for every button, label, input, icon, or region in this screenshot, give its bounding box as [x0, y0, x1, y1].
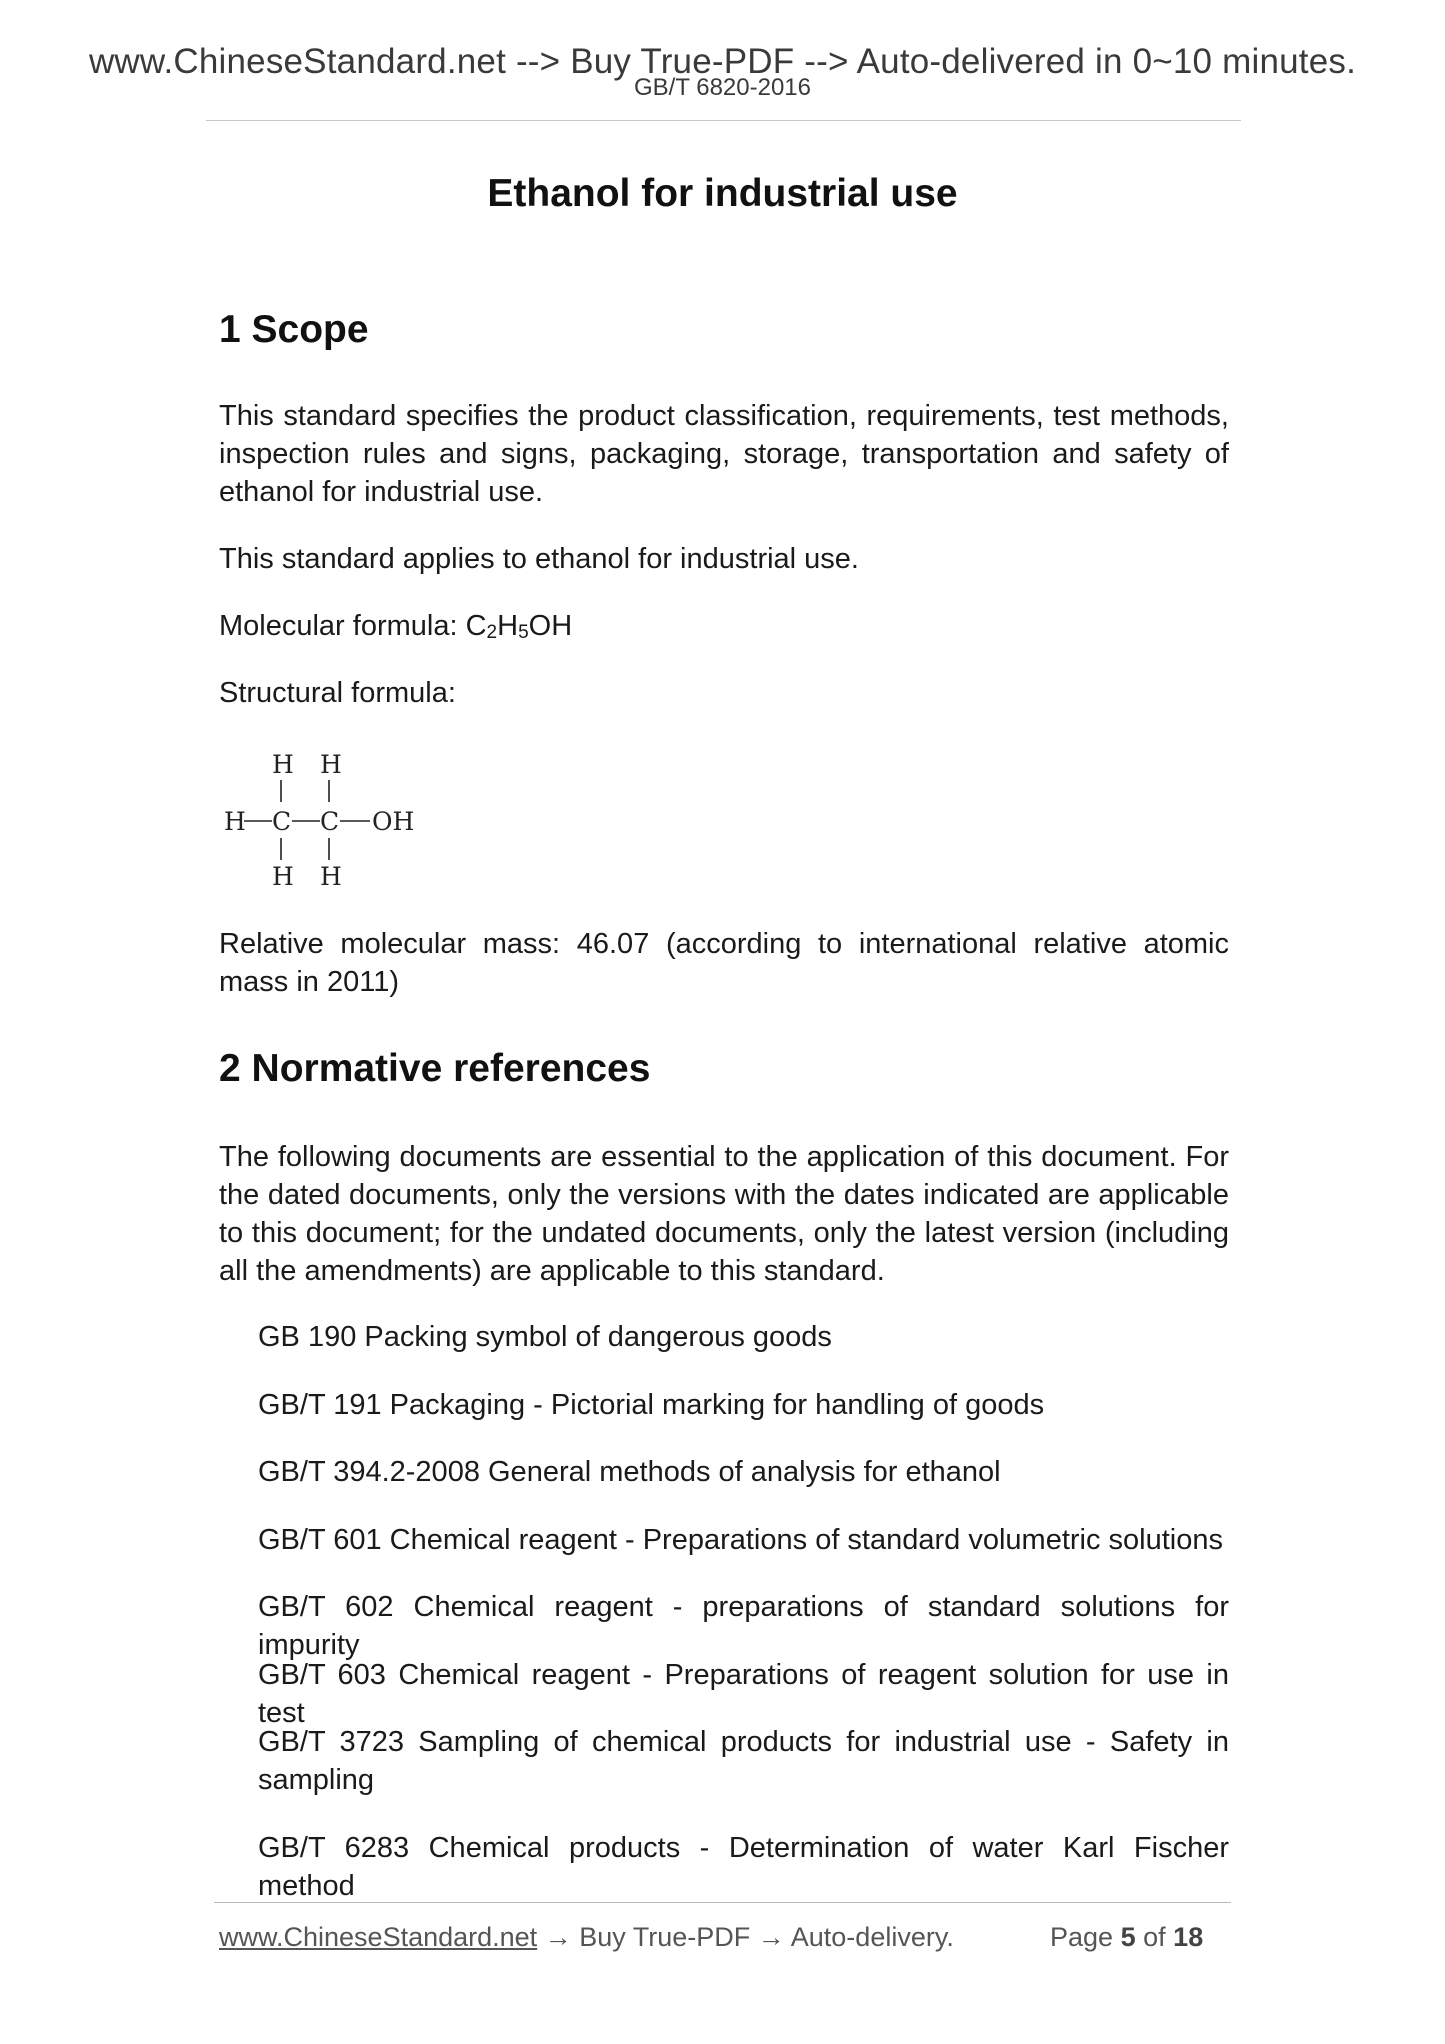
atom-c-2: C — [320, 807, 340, 836]
document-code: GB/T 6820-2016 — [633, 74, 811, 101]
reference-item: GB 190 Packing symbol of dangerous goods — [258, 1321, 832, 1353]
formula-c: C — [465, 610, 487, 642]
footer-promo — [219, 1922, 954, 1953]
reference-item: GB/T 603 Chemical reagent - Preparations of reagent solution for use in test — [258, 1659, 1229, 1729]
formula-c-subscript: 2 — [486, 622, 498, 643]
page-word: Page — [1050, 1922, 1114, 1952]
formula-h: H — [497, 610, 519, 642]
normative-intro-paragraph: The following documents are essential to the application of this document. For the dated documents, only the versions with the dates indicated are applicable to this document; for the undated documents, only the latest version (including all the amendments) are applicable to this standard. — [219, 1141, 1229, 1287]
footer-divider — [214, 1902, 1231, 1903]
atom-h-top-2: H — [320, 750, 342, 779]
footer-website-link[interactable]: www.ChineseStandard.net — [219, 1922, 538, 1952]
reference-item: GB/T 601 Chemical reagent - Preparations of standard volumetric solutions — [258, 1524, 1224, 1556]
structural-formula-label: Structural formula: — [219, 677, 456, 709]
atom-h-top-1: H — [272, 750, 294, 779]
section-1-heading: 1 Scope — [219, 308, 369, 351]
scope-paragraph-2: This standard applies to ethanol for industrial use. — [219, 543, 859, 575]
structural-formula-diagram — [220, 740, 420, 890]
arrow-icon: → — [537, 1922, 580, 1952]
formula-oh: OH — [528, 610, 573, 642]
arrow-icon: → — [750, 1922, 791, 1952]
footer-buy-text: Buy True-PDF — [579, 1922, 751, 1952]
molecular-formula — [219, 607, 1229, 645]
atom-h-bottom-2: H — [320, 862, 342, 890]
molecular-formula-label: Molecular formula: — [219, 610, 466, 642]
total-pages-number: 18 — [1173, 1922, 1204, 1952]
relative-molecular-mass: Relative molecular mass: 46.07 (according to international relative atomic mass in 2011) — [219, 928, 1229, 998]
reference-item: GB/T 3723 Sampling of chemical products for industrial use - Safety in sampling — [258, 1726, 1229, 1796]
section-2-heading: 2 Normative references — [219, 1047, 651, 1090]
group-oh: OH — [372, 807, 415, 836]
scope-paragraph-1: This standard specifies the product classification, requirements, test methods, inspection rules and signs, packaging, storage, transportation and safety of ethanol for industrial use. — [219, 400, 1229, 508]
reference-item: GB/T 191 Packaging - Pictorial marking for handling of goods — [258, 1389, 1045, 1421]
reference-item: GB/T 394.2-2008 General methods of analysis for ethanol — [258, 1456, 1001, 1488]
page-indicator — [1050, 1922, 1203, 1953]
document-title: Ethanol for industrial use — [487, 172, 958, 215]
current-page-number: 5 — [1120, 1922, 1136, 1952]
header-banner: www.ChineseStandard.net --> Buy True-PDF --> Auto-delivered in 0~10 minutes. — [88, 42, 1357, 81]
footer-delivery-text: Auto-delivery. — [790, 1922, 954, 1952]
reference-item: GB/T 6283 Chemical products - Determination of water Karl Fischer method — [258, 1832, 1229, 1902]
of-word: of — [1143, 1922, 1166, 1952]
reference-item: GB/T 602 Chemical reagent - preparations of standard solutions for impurity — [258, 1591, 1229, 1661]
header-divider — [206, 120, 1241, 121]
atom-h-left: H — [224, 807, 246, 836]
atom-c-1: C — [272, 807, 292, 836]
atom-h-bottom-1: H — [272, 862, 294, 890]
formula-h-subscript: 5 — [518, 622, 529, 643]
